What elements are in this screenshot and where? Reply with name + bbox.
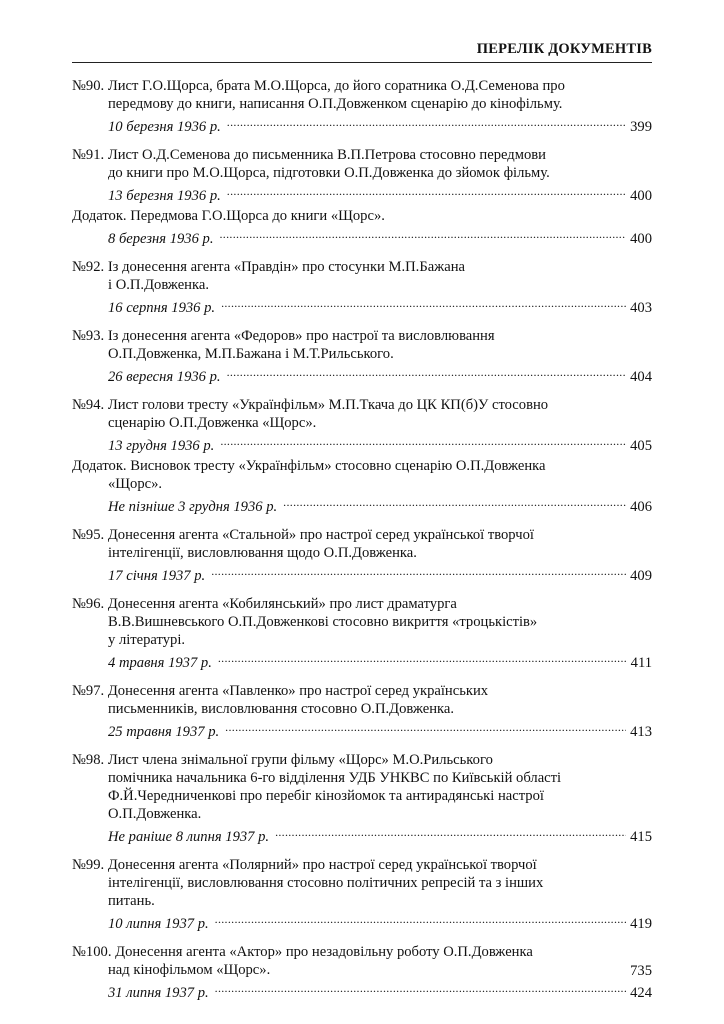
entry-page-number: 400 <box>630 188 652 204</box>
entry-title-line: Додаток. Висновок тресту «Українфільм» стосовно сценарію О.П.Довженка <box>72 458 546 474</box>
dot-leader <box>218 649 627 667</box>
entry-title-line: №97. Донесення агента «Павленко» про настрої серед українських <box>72 683 489 699</box>
entry-title-line: №100. Донесення агента «Актор» про незадовільну роботу О.П.Довженка <box>72 944 533 960</box>
entry-title-line: питань. <box>108 893 155 909</box>
dot-leader <box>227 182 626 200</box>
entry-date-row <box>72 979 652 1002</box>
entry-title-line: №96. Донесення агента «Кобилянський» про лист драматурга <box>72 596 457 612</box>
entry-date: Не раніше 8 липня 1937 р. <box>108 829 270 845</box>
entry-title-line: Ф.Й.Чередниченкові про перебіг кінозйомок та антирадянські настрої <box>108 788 544 804</box>
entry-title-line: №91. Лист О.Д.Семенова до письменника В.П.Петрова стосовно передмови <box>72 147 546 163</box>
entry-title-line: інтелігенції, висловлювання стосовно політичних репресій та з інших <box>108 875 544 891</box>
dot-leader <box>215 910 626 928</box>
entry-date: Не пізніше 3 грудня 1936 р. <box>108 499 278 515</box>
entry-title-line: передмову до книги, написання О.П.Довженком сценарію до кінофільму. <box>108 96 563 112</box>
list-item-doc-93 <box>72 327 652 386</box>
entry-title-line: помічника начальника 6-го відділення УДБ УНКВС по Київській області <box>108 770 562 786</box>
entry-title-line: О.П.Довженка, М.П.Бажана і М.Т.Рильського. <box>108 346 394 362</box>
entry-date: 25 травня 1937 р. <box>108 724 220 740</box>
page-number: 735 <box>630 963 652 979</box>
entry-title-line: №90. Лист Г.О.Щорса, брата М.О.Щорса, до його соратника О.Д.Семенова про <box>72 78 565 94</box>
entry-date: 26 вересня 1936 р. <box>108 369 221 385</box>
list-item-doc-90 <box>72 77 652 136</box>
entry-page-number: 415 <box>630 829 652 845</box>
list-item-appendix-94 <box>72 457 652 516</box>
dot-leader <box>211 562 626 580</box>
entry-title-line: №95. Донесення агента «Стальной» про настрої серед української творчої <box>72 527 534 543</box>
entry-title-line: №93. Із донесення агента «Федоров» про настрої та висловлювання <box>72 328 495 344</box>
entry-page-number: 424 <box>630 985 652 1001</box>
dot-leader <box>220 225 627 243</box>
dot-leader <box>220 432 626 450</box>
entry-date-row <box>72 182 652 205</box>
running-title: ПЕРЕЛІК ДОКУМЕНТІВ <box>476 41 652 57</box>
entry-title-line: №98. Лист члена знімальної групи фільму «Щорс» М.О.Рильського <box>72 752 493 768</box>
dot-leader <box>283 493 626 511</box>
entry-date-row <box>72 363 652 386</box>
entry-title-line: до книги про М.О.Щорса, підготовки О.П.Довженка до зйомок фільму. <box>108 165 550 181</box>
dot-leader <box>275 823 626 841</box>
entry-title-line: Додаток. Передмова Г.О.Щорса до книги «Щорс». <box>72 208 385 224</box>
entry-date-row <box>72 493 652 516</box>
entry-page-number: 404 <box>630 369 652 385</box>
entry-date-row <box>72 113 652 136</box>
entry-date: 10 липня 1937 р. <box>108 916 209 932</box>
entry-date-row <box>72 823 652 846</box>
entry-date-row <box>72 432 652 455</box>
list-item-doc-91 <box>72 146 652 205</box>
entry-date: 13 грудня 1936 р. <box>108 438 215 454</box>
entry-date: 10 березня 1936 р. <box>108 119 221 135</box>
list-item-doc-99 <box>72 856 652 933</box>
entry-date: 31 липня 1937 р. <box>108 985 209 1001</box>
entry-page-number: 411 <box>630 655 652 671</box>
entry-title-line: О.П.Довженка. <box>108 806 202 822</box>
dot-leader <box>215 979 626 997</box>
entry-page-number: 403 <box>630 300 652 316</box>
list-item-doc-97 <box>72 682 652 741</box>
entry-date: 17 січня 1937 р. <box>108 568 206 584</box>
list-item-doc-92 <box>72 258 652 317</box>
entry-date-row <box>72 294 652 317</box>
page-header <box>72 38 652 63</box>
entry-page-number: 419 <box>630 916 652 932</box>
entry-title-line: В.В.Вишневського О.П.Довженкові стосовно викриття «троцькістів» <box>108 614 538 630</box>
entry-title-line: і О.П.Довженка. <box>108 277 209 293</box>
entry-title-line: інтелігенції, висловлювання щодо О.П.Довженка. <box>108 545 417 561</box>
dot-leader <box>227 113 626 131</box>
list-item-doc-100 <box>72 943 652 1002</box>
entry-title-line: «Щорс». <box>108 476 163 492</box>
list-item-doc-95 <box>72 526 652 585</box>
document-list <box>72 77 652 1012</box>
entry-date-row <box>72 225 652 248</box>
entry-page-number: 409 <box>630 568 652 584</box>
entry-date-row <box>72 649 652 672</box>
entry-title-line: сценарію О.П.Довженка «Щорс». <box>108 415 317 431</box>
list-item-doc-98 <box>72 751 652 846</box>
entry-page-number: 413 <box>630 724 652 740</box>
entry-page-number: 406 <box>630 499 652 515</box>
dot-leader <box>221 294 626 312</box>
dot-leader <box>227 363 627 381</box>
entry-title-line: письменників, висловлювання стосовно О.П.Довженка. <box>108 701 455 717</box>
entry-title-line: над кінофільмом «Щорс». <box>108 962 271 978</box>
entry-title-line: №92. Із донесення агента «Правдін» про стосунки М.П.Бажана <box>72 259 466 275</box>
list-item-doc-94 <box>72 396 652 455</box>
entry-title-line: №94. Лист голови тресту «Українфільм» М.П.Ткача до ЦК КП(б)У стосовно <box>72 397 549 413</box>
entry-page-number: 400 <box>630 231 652 247</box>
entry-date: 13 березня 1936 р. <box>108 188 221 204</box>
dot-leader <box>225 718 626 736</box>
entry-date-row <box>72 910 652 933</box>
list-item-appendix-91 <box>72 207 652 248</box>
entry-date: 16 серпня 1936 р. <box>108 300 216 316</box>
entry-date: 4 травня 1937 р. <box>108 655 212 671</box>
list-item-doc-96 <box>72 595 652 672</box>
entry-title-line: №99. Донесення агента «Полярний» про настрої серед української творчої <box>72 857 537 873</box>
entry-date-row <box>72 718 652 741</box>
entry-date-row <box>72 562 652 585</box>
entry-date: 8 березня 1936 р. <box>108 231 214 247</box>
entry-title-line: у літературі. <box>108 632 186 648</box>
entry-page-number: 405 <box>630 438 652 454</box>
entry-page-number: 399 <box>630 119 652 135</box>
